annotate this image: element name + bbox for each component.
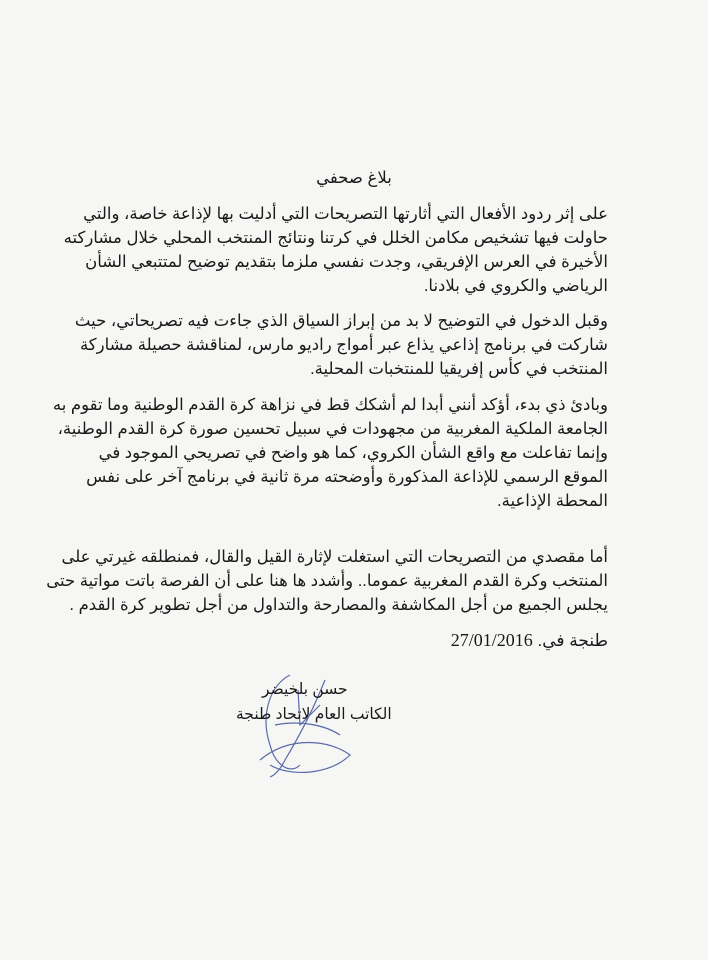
text-line: الموقع الرسمي للإذاعة المذكورة وأوضحته مرة ثانية في برنامج آخر على نفس bbox=[86, 468, 608, 486]
text-line: يجلس الجميع من أجل المكاشفة والمصارحة والتداول من أجل تطوير كرة القدم . bbox=[69, 596, 608, 614]
date: 27/01/2016 bbox=[450, 630, 533, 650]
text-line: الرياضي والكروي في بلادنا. bbox=[423, 277, 608, 295]
text-line: وإنما تفاعلت مع واقع الشأن الكروي، كما هو واضح في تصريحي الموجود في bbox=[98, 444, 608, 462]
text-line: وقبل الدخول في التوضيح لا بد من إبراز السياق الذي جاءت فيه تصريحاتي، حيث bbox=[74, 312, 608, 330]
text-line: المنتخب وكرة القدم المغربية عموما.. وأشدد ها هنا على أن الفرصة باتت مواتية حتى bbox=[46, 572, 608, 590]
text-line: المحطة الإذاعية. bbox=[497, 492, 608, 510]
text-line: الأخيرة في العرس الإفريقي، وجدت نفسي ملزما بتقديم توضيح لمتتبعي الشأن bbox=[85, 253, 608, 271]
text-line: المنتخب في كأس إفريقيا للمنتخبات المحلية. bbox=[310, 360, 608, 378]
text-line: الجامعة الملكية المغربية من مجهودات في سبيل تحسين صورة كرة القدم الوطنية، bbox=[57, 420, 608, 438]
signatory-name: حسن بلخيضر bbox=[262, 681, 348, 698]
text-line: أما مقصدي من التصريحات التي استغلت لإثارة القيل والقال، فمنطلقه غيرتي على bbox=[61, 548, 608, 566]
signatory-title: الكاتب العام لاتحاد طنجة bbox=[236, 706, 392, 723]
document-title: بلاغ صحفي bbox=[316, 169, 392, 187]
text-line: حاولت فيها تشخيص مكامن الخلل في كرتنا ونتائج المنتخب المحلي خلال مشاركته bbox=[63, 229, 608, 247]
text-line: شاركت في برنامج إذاعي يذاع عبر أمواج راديو مارس، لمناقشة حصيلة مشاركة bbox=[79, 336, 608, 354]
date-line bbox=[451, 630, 608, 651]
text-line: على إثر ردود الأفعال التي أثارتها التصريحات التي أدليت بها لإذاعة خاصة، والتي bbox=[83, 205, 608, 223]
text-line: وبادئ ذي بدء، أؤكد أنني أبدا لم أشكك قط في نزاهة كرة القدم الوطنية وما تقوم به bbox=[52, 396, 608, 414]
place: طنجة في. bbox=[537, 631, 608, 650]
